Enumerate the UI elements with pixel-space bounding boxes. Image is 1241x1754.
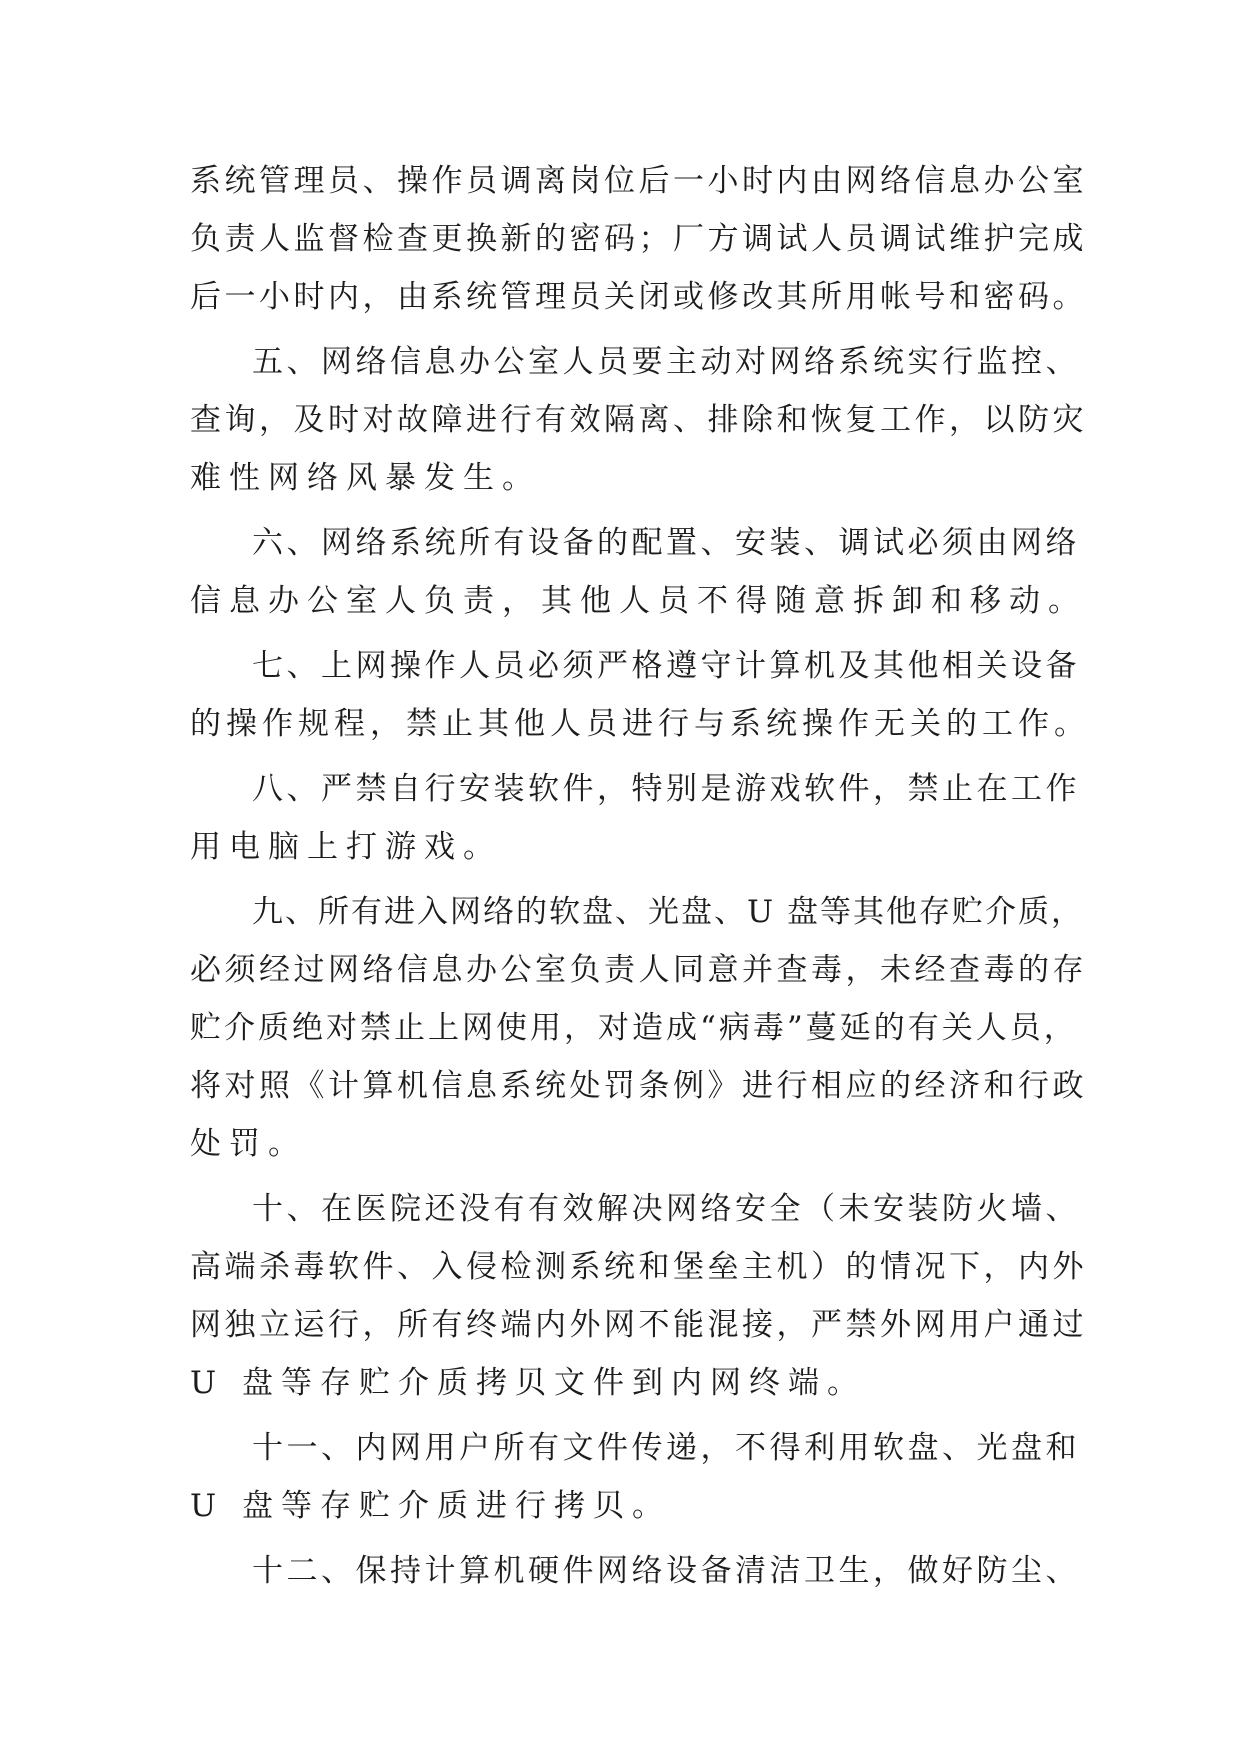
text-line: 查询，及时对故障进行有效隔离、排除和恢复工作，以防灾 — [190, 402, 1087, 438]
text-line: 必须经过网络信息办公室负责人同意并查毒，未经查毒的存 — [190, 952, 1087, 988]
text-line: 高端杀毒软件、入侵检测系统和堡垒主机）的情况下，内外 — [190, 1249, 1087, 1285]
text-line: U 盘等存贮介质进行拷贝。 — [190, 1488, 671, 1524]
text-line: 八、严禁自行安装软件，特别是游戏软件，禁止在工作 — [252, 771, 1080, 807]
text-line: 六、网络系统所有设备的配置、安装、调试必须由网络 — [252, 525, 1080, 561]
text-line: 网独立运行，所有终端内外网不能混接，严禁外网用户通过 — [190, 1307, 1087, 1343]
text-line: 将对照《计算机信息系统处罚条例》进行相应的经济和行政 — [190, 1068, 1087, 1104]
text-line: U 盘等存贮介质拷贝文件到内网终端。 — [190, 1365, 866, 1401]
text-line: 十一、内网用户所有文件传递，不得利用软盘、光盘和 — [252, 1430, 1080, 1466]
text-line: 难性网络风暴发生。 — [190, 460, 541, 496]
text-line: 用电脑上打游戏。 — [190, 829, 502, 865]
text-line: 七、上网操作人员必须严格遵守计算机及其他相关设备 — [252, 648, 1080, 684]
text-line: 负责人监督检查更换新的密码；厂方调试人员调试维护完成 — [190, 221, 1087, 257]
text-line: 后一小时内，由系统管理员关闭或修改其所用帐号和密码。 — [190, 279, 1087, 315]
text-line: 十、在医院还没有有效解决网络安全（未安装防火墙、 — [252, 1191, 1080, 1227]
text-line: 处罚。 — [190, 1126, 307, 1162]
text-line: 的操作规程，禁止其他人员进行与系统操作无关的工作。 — [190, 706, 1090, 742]
text-line: 十二、保持计算机硬件网络设备清洁卫生，做好防尘、 — [252, 1553, 1080, 1589]
text-line: 系统管理员、操作员调离岗位后一小时内由网络信息办公室 — [190, 163, 1087, 199]
document-body — [190, 152, 1090, 1600]
text-line: 贮介质绝对禁止上网使用，对造成“病毒”蔓延的有关人员， — [190, 1010, 1078, 1046]
text-line: 五、网络信息办公室人员要主动对网络系统实行监控、 — [252, 344, 1080, 380]
text-line: 信息办公室人负责，其他人员不得随意拆卸和移动。 — [190, 583, 1087, 619]
text-line: 九、所有进入网络的软盘、光盘、U 盘等其他存贮介质， — [252, 894, 1084, 930]
